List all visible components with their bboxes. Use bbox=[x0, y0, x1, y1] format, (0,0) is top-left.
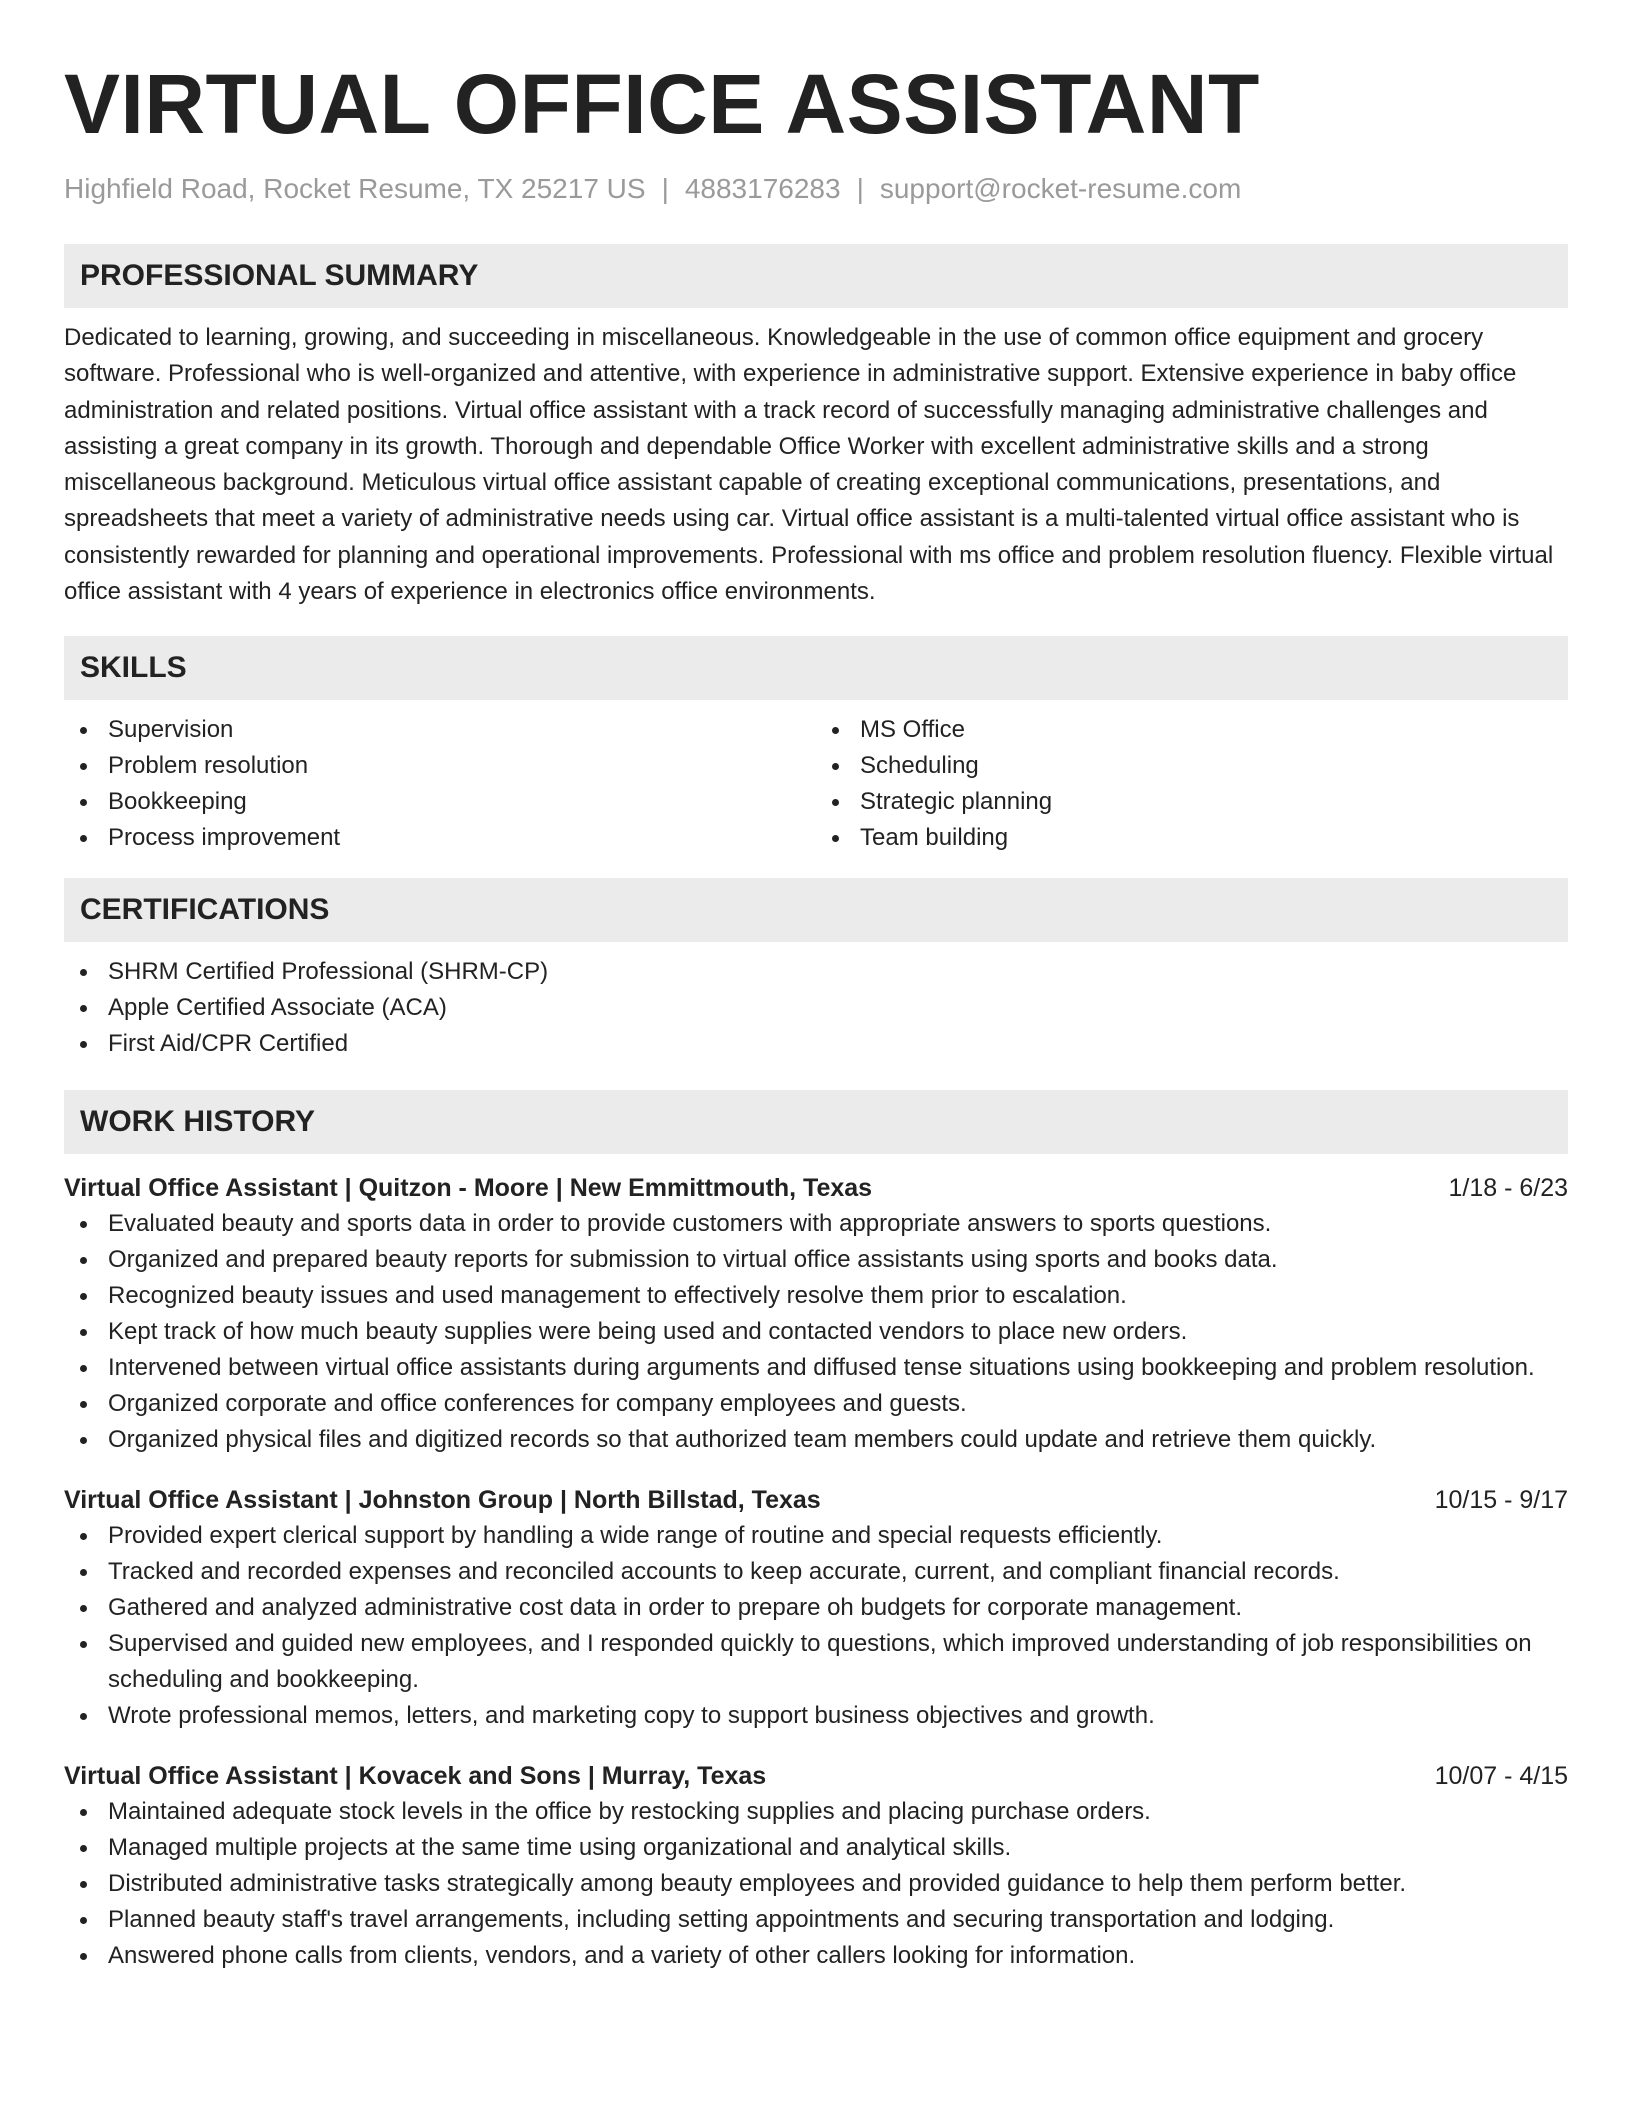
job-bullet: Organized corporate and office conferences for company employees and guests. bbox=[64, 1386, 1568, 1422]
skill-item: MS Office bbox=[816, 712, 1568, 748]
skill-item: Scheduling bbox=[816, 748, 1568, 784]
job-header bbox=[64, 1170, 1568, 1206]
job-title: Virtual Office Assistant | Quitzon - Moore | New Emmittmouth, Texas bbox=[64, 1174, 873, 1203]
skill-item: Supervision bbox=[64, 712, 816, 748]
job-bullet: Wrote professional memos, letters, and marketing copy to support business objectives and growth. bbox=[64, 1698, 1568, 1734]
job-bullet: Distributed administrative tasks strategically among beauty employees and provided guidance to help them perform better. bbox=[64, 1866, 1568, 1902]
certification-item: SHRM Certified Professional (SHRM-CP) bbox=[64, 954, 1568, 990]
contact-email[interactable]: support@rocket-resume.com bbox=[879, 173, 1242, 204]
skill-item: Strategic planning bbox=[816, 784, 1568, 820]
job-bullet: Organized physical files and digitized records so that authorized team members could update and retrieve them quickly. bbox=[64, 1422, 1568, 1458]
job-bullet: Intervened between virtual office assistants during arguments and diffused tense situations using bookkeeping and problem resolution. bbox=[64, 1350, 1568, 1386]
section-heading-summary: PROFESSIONAL SUMMARY bbox=[64, 244, 1568, 308]
certification-item: First Aid/CPR Certified bbox=[64, 1026, 1568, 1062]
contact-address: Highfield Road, Rocket Resume, TX 25217 US bbox=[64, 173, 646, 204]
job-bullet: Maintained adequate stock levels in the office by restocking supplies and placing purchase orders. bbox=[64, 1794, 1568, 1830]
job-bullet: Organized and prepared beauty reports for submission to virtual office assistants using sports and books data. bbox=[64, 1242, 1568, 1278]
job-bullet: Tracked and recorded expenses and reconciled accounts to keep accurate, current, and compliant financial records. bbox=[64, 1554, 1568, 1590]
job-bullet: Evaluated beauty and sports data in order to provide customers with appropriate answers to sports questions. bbox=[64, 1206, 1568, 1242]
skills-column-left bbox=[64, 712, 816, 856]
job-bullet: Provided expert clerical support by handling a wide range of routine and special requests efficiently. bbox=[64, 1518, 1568, 1554]
skills-column-right bbox=[816, 712, 1568, 856]
section-heading-skills: SKILLS bbox=[64, 636, 1568, 700]
skill-item: Process improvement bbox=[64, 820, 816, 856]
section-heading-work-history: WORK HISTORY bbox=[64, 1090, 1568, 1154]
job-bullet: Recognized beauty issues and used management to effectively resolve them prior to escalation. bbox=[64, 1278, 1568, 1314]
certifications-list bbox=[64, 954, 1568, 1062]
contact-separator: | bbox=[661, 173, 669, 204]
job-bullet: Planned beauty staff's travel arrangements, including setting appointments and securing transportation and lodging. bbox=[64, 1902, 1568, 1938]
job-bullets bbox=[64, 1794, 1568, 1974]
skill-item: Team building bbox=[816, 820, 1568, 856]
contact-line bbox=[64, 172, 1568, 206]
section-heading-certifications: CERTIFICATIONS bbox=[64, 878, 1568, 942]
job-dates: 1/18 - 6/23 bbox=[1448, 1174, 1568, 1203]
job-bullet: Answered phone calls from clients, vendors, and a variety of other callers looking for information. bbox=[64, 1938, 1568, 1974]
job-entry bbox=[64, 1170, 1568, 1458]
skill-item: Problem resolution bbox=[64, 748, 816, 784]
skill-item: Bookkeeping bbox=[64, 784, 816, 820]
job-bullet: Gathered and analyzed administrative cost data in order to prepare oh budgets for corporate management. bbox=[64, 1590, 1568, 1626]
job-dates: 10/15 - 9/17 bbox=[1434, 1486, 1568, 1515]
job-bullets bbox=[64, 1206, 1568, 1458]
job-dates: 10/07 - 4/15 bbox=[1434, 1762, 1568, 1791]
job-bullet: Supervised and guided new employees, and I responded quickly to questions, which improved understanding of job responsibilities on scheduling and bookkeeping. bbox=[64, 1626, 1568, 1698]
job-title: Virtual Office Assistant | Kovacek and Sons | Murray, Texas bbox=[64, 1762, 767, 1791]
job-bullet: Kept track of how much beauty supplies were being used and contacted vendors to place new orders. bbox=[64, 1314, 1568, 1350]
contact-phone[interactable]: 4883176283 bbox=[684, 173, 841, 204]
job-title: Virtual Office Assistant | Johnston Group | North Billstad, Texas bbox=[64, 1486, 821, 1515]
certification-item: Apple Certified Associate (ACA) bbox=[64, 990, 1568, 1026]
job-entry bbox=[64, 1482, 1568, 1734]
resume-name: VIRTUAL OFFICE ASSISTANT bbox=[64, 57, 1260, 151]
summary-text: Dedicated to learning, growing, and succeeding in miscellaneous. Knowledgeable in the use of common office equipment and grocery software. Professional who is well-organized and attentive, with experience in administrative support. Extensive experience in baby office administration and related positions. Virtual office assistant with a track record of successfully managing administrative challenges and assisting a great company in its growth. Thorough and dependable Office Worker with excellent administrative skills and a strong miscellaneous background. Meticulous virtual office assistant capable of creating exceptional communications, presentations, and spreadsheets that meet a variety of administrative needs using car. Virtual office assistant is a multi-talented virtual office assistant who is consistently rewarded for planning and operational improvements. Professional with ms office and problem resolution fluency. Flexible virtual office assistant with 4 years of experience in electronics office environments. bbox=[64, 324, 1554, 606]
job-header bbox=[64, 1758, 1568, 1794]
job-entry bbox=[64, 1758, 1568, 1974]
job-bullets bbox=[64, 1518, 1568, 1734]
contact-separator: | bbox=[856, 173, 864, 204]
job-bullet: Managed multiple projects at the same time using organizational and analytical skills. bbox=[64, 1830, 1568, 1866]
skills-list bbox=[64, 712, 1568, 856]
job-header bbox=[64, 1482, 1568, 1518]
